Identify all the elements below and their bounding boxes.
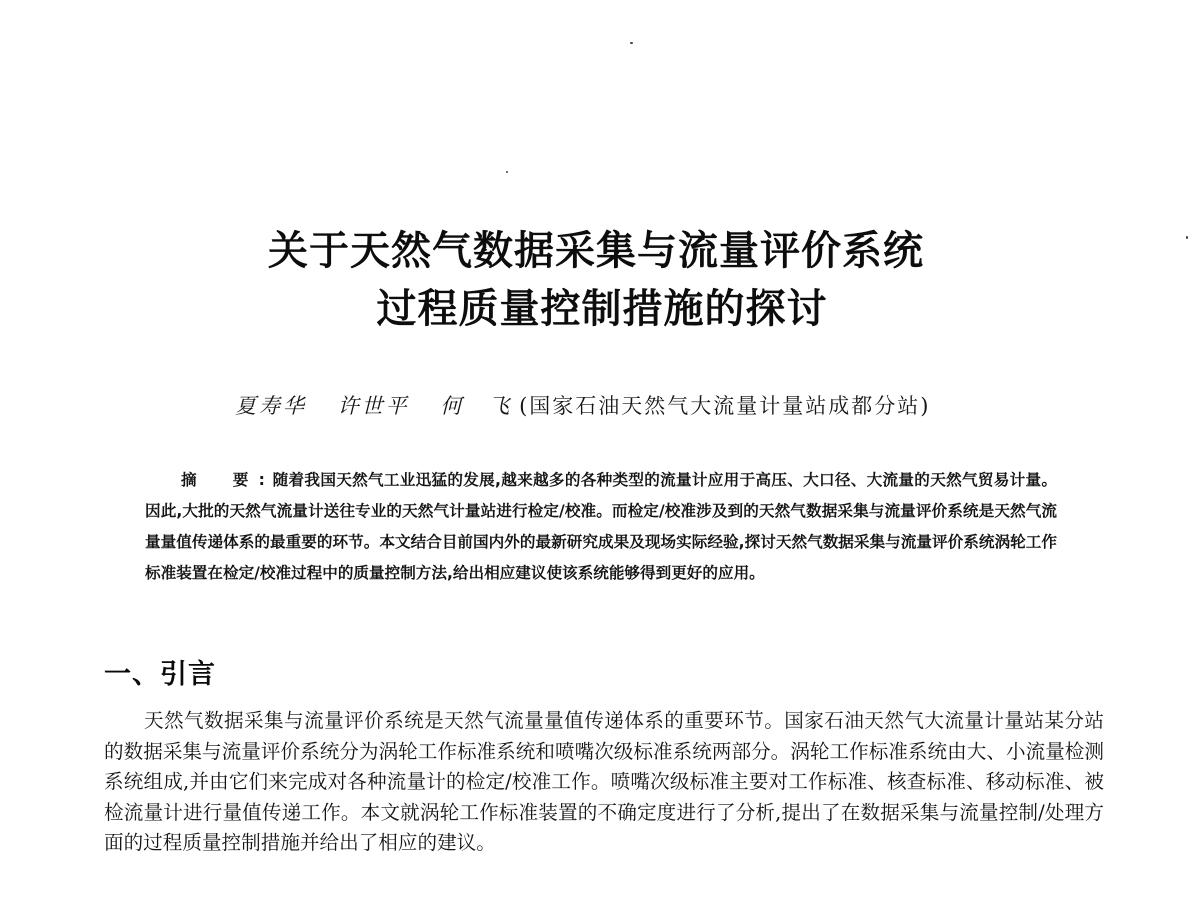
- section-heading: 一、引言: [104, 659, 216, 690]
- abstract-label: 摘 要: [181, 471, 259, 489]
- title-line-2: 过程质量控制措施的探讨: [376, 286, 828, 332]
- title-line-1: 关于天然气数据采集与流量评价系统: [268, 228, 924, 274]
- scan-speck: [506, 171, 508, 173]
- paper-title: [0, 222, 1200, 338]
- scan-speck: [630, 42, 633, 44]
- author-name: 夏寿华: [235, 394, 307, 418]
- abstract: [145, 465, 1057, 589]
- author-line: [235, 392, 995, 420]
- author-name: 许世平: [337, 394, 410, 418]
- author-name: 何 飞: [440, 394, 513, 418]
- author-affiliation: (国家石油天然气大流量计量站成都分站): [519, 394, 931, 418]
- abstract-label-colon: :: [258, 471, 265, 489]
- section-paragraph: 天然气数据采集与流量评价系统是天然气流量量值传递体系的重要环节。国家石油天然气大流量计量站某分站的数据采集与流量评价系统分为涡轮工作标准系统和喷嘴次级标准系统两部分。涡轮工作标准系统由大、小流量检测系统组成,并由它们来完成对各种流量计的检定/校准工作。喷嘴次级标准主要对工作标准、核查标准、移动标准、被检流量计进行量值传递工作。本文就涡轮工作标准装置的不确定度进行了分析,提出了在数据采集与流量控制/处理方面的过程质量控制措施并给出了相应的建议。: [104, 709, 1104, 855]
- abstract-text: 随着我国天然气工业迅猛的发展,越来越多的各种类型的流量计应用于高压、大口径、大流量的天然气贸易计量。因此,大批的天然气流量计送往专业的天然气计量站进行检定/校准。而检定/校准涉及到的天然气数据采集与流量评价系统是天然气流量量值传递体系的最重要的环节。本文结合目前国内外的最新研究成果及现场实际经验,探讨天然气数据采集与流量评价系统涡轮工作标准装置在检定/校准过程中的质量控制方法,给出相应建议使该系统能够得到更好的应用。: [145, 471, 1057, 582]
